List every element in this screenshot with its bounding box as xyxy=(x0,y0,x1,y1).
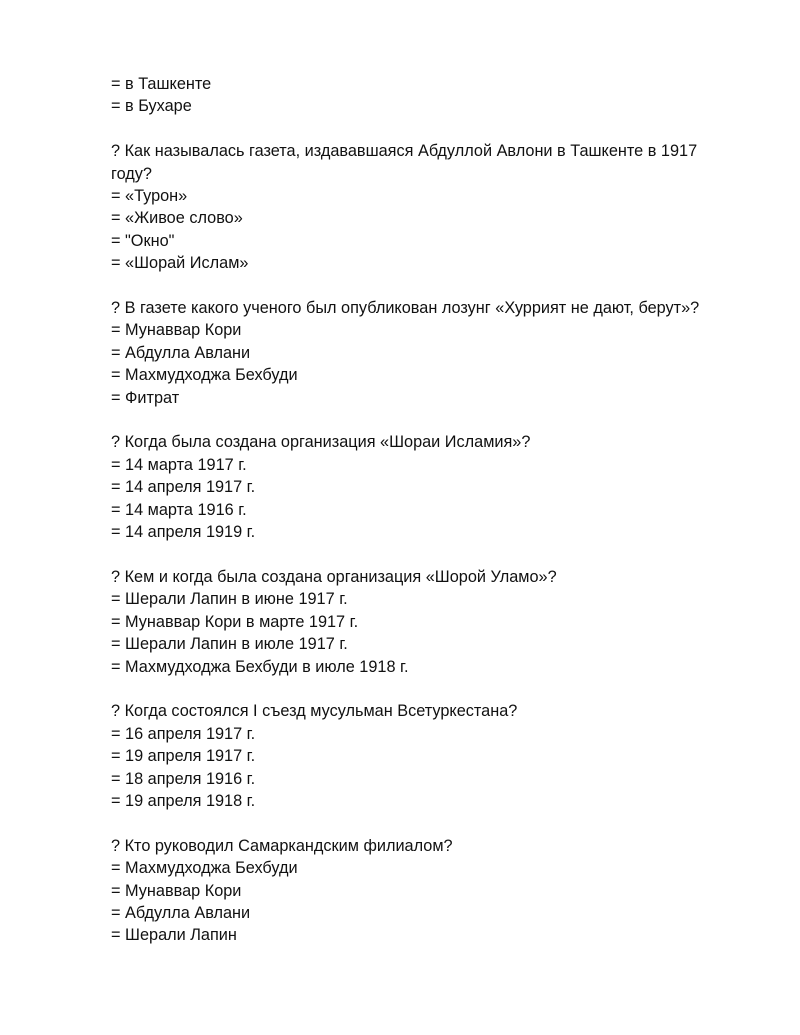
answer-option: = Абдулла Авлани xyxy=(111,343,251,362)
answer-option: = 14 апреля 1919 г. xyxy=(111,523,256,542)
answer-option: = Шерали Лапин xyxy=(111,926,237,945)
question-text: ? Когда была создана организация «Шораи Исламия»? xyxy=(111,433,531,452)
answer-option: = в Бухаре xyxy=(111,97,192,116)
question-block xyxy=(111,297,751,409)
question-text: ? Кем и когда была создана организация «Шорой Уламо»? xyxy=(111,567,557,586)
answer-option: = «Турон» xyxy=(111,187,188,206)
answer-option: = 18 апреля 1916 г. xyxy=(111,769,256,788)
question-block xyxy=(111,140,751,274)
answer-option: = Фитрат xyxy=(111,388,180,407)
answer-option: = Махмудходжа Бехбуди xyxy=(111,859,298,878)
answer-option: = Абдулла Авлани xyxy=(111,903,251,922)
answer-option: = 14 марта 1916 г. xyxy=(111,500,247,519)
question-block xyxy=(111,835,751,947)
answer-option: = Шерали Лапин в июне 1917 г. xyxy=(111,590,348,609)
question-text: ? Когда состоялся I съезд мусульман Всетуркестана? xyxy=(111,702,518,721)
question-block xyxy=(111,431,751,543)
answer-option: = «Живое слово» xyxy=(111,209,243,228)
answer-option: = 16 апреля 1917 г. xyxy=(111,724,256,743)
answer-option: = Мунаввар Кори xyxy=(111,321,242,340)
answer-option: = «Шорай Ислам» xyxy=(111,254,249,273)
answer-option: = Шерали Лапин в июле 1917 г. xyxy=(111,635,348,654)
answer-option: = Мунаввар Кори в марте 1917 г. xyxy=(111,612,359,631)
answer-option: = Махмудходжа Бехбуди xyxy=(111,366,298,385)
answer-option: = "Окно" xyxy=(111,231,175,250)
answer-block-continued xyxy=(111,73,751,118)
question-block xyxy=(111,700,751,812)
answer-option: = Мунаввар Кори xyxy=(111,881,242,900)
question-text: ? Как называлась газета, издававшаяся Абдуллой Авлони в Ташкенте в 1917 году? xyxy=(111,142,702,183)
answer-option: = 19 апреля 1917 г. xyxy=(111,747,256,766)
answer-option: = 19 апреля 1918 г. xyxy=(111,791,256,810)
question-block xyxy=(111,566,751,678)
question-text: ? В газете какого ученого был опубликован лозунг «Хуррият не дают, берут»? xyxy=(111,299,700,318)
answer-option: = 14 апреля 1917 г. xyxy=(111,478,256,497)
question-text: ? Кто руководил Самаркандским филиалом? xyxy=(111,836,453,855)
answer-option: = 14 марта 1917 г. xyxy=(111,455,247,474)
answer-option: = Махмудходжа Бехбуди в июле 1918 г. xyxy=(111,657,409,676)
document-page xyxy=(111,73,751,969)
answer-option: = в Ташкенте xyxy=(111,75,212,93)
